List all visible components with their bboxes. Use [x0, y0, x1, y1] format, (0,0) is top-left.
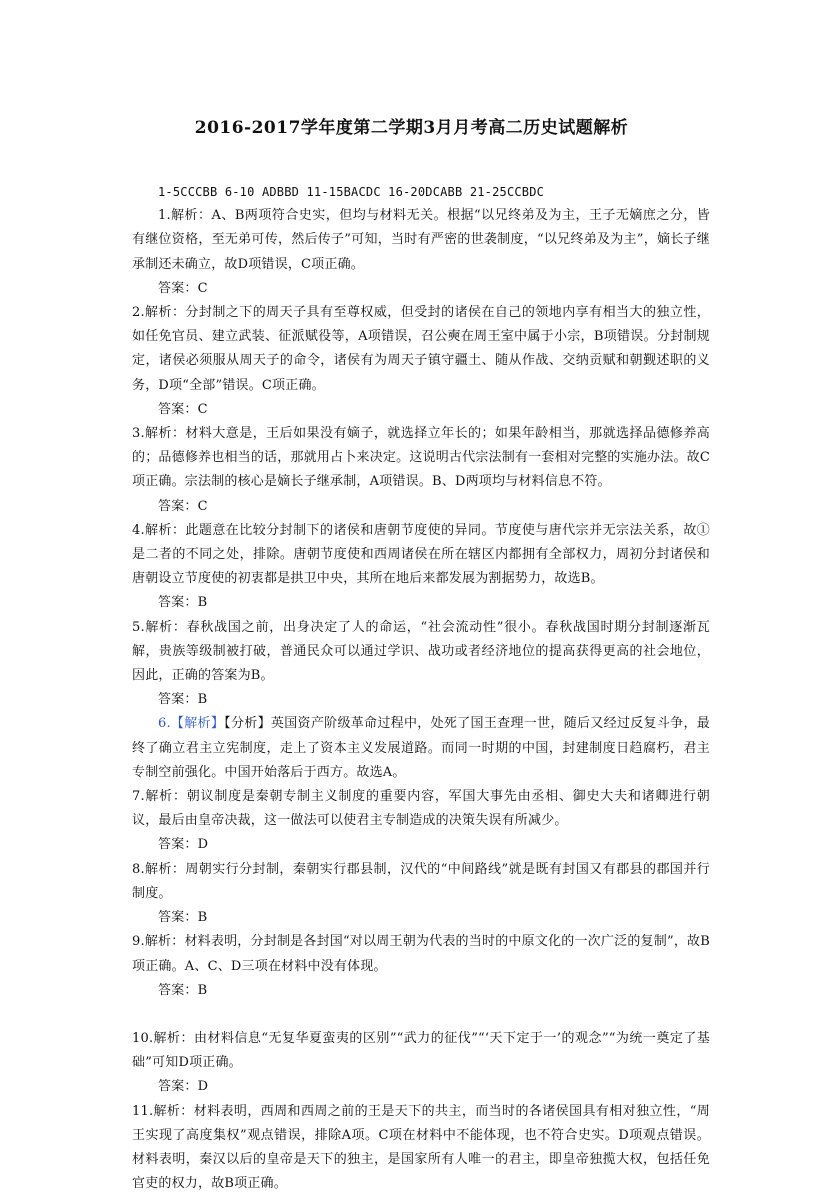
explanation-3: 3.解析：材料大意是，王后如果没有嫡子，就选择立年长的；如果年龄相当，那就选择品德修养高的；品德修养也相当的话，那就用占卜来决定。这说明古代宗法制有一套相对完整的实施办法。故C项正确。宗法制的核心是嫡长子继承制，A项错误。B、D两项均与材料信息不符。	[132, 426, 710, 490]
answer-9: 答案：B	[158, 982, 208, 998]
explanation-6-number: 6.【解析】	[158, 716, 225, 732]
page-title: 2016-2017学年度第二学期3月月考高二历史试题解析	[194, 118, 629, 138]
explanation-2: 2.解析：分封制之下的周天子具有至尊权威，但受封的诸侯在自己的领地内享有相当大的独立性，如任免官员、建立武装、征派赋役等，A项错误，召公奭在周王室中属于小宗，B项错误。分封制规定，诸侯必须服从周天子的命令，诸侯有为周天子镇守疆土、随从作战、交纳贡赋和朝觐述职的义务，D项“全部”错误。C项正确。	[132, 305, 710, 393]
explanation-9: 9.解析：材料表明，分封制是各封国“对以周王朝为代表的当时的中原文化的一次广泛的复制”，故B项正确。A、C、D三项在材料中没有体现。	[132, 934, 710, 974]
answer-7: 答案：D	[158, 837, 209, 853]
answer-key-line: 1-5CCCBB 6-10 ADBBD 11-15BACDC 16-20DCABB 21-25CCBDC	[158, 185, 545, 199]
answer-4: 答案：B	[158, 595, 208, 611]
explanation-4: 4.解析：此题意在比较分封制下的诸侯和唐朝节度使的异同。节度使与唐代宗并无宗法关系，故①是二者的不同之处，排除。唐朝节度使和西周诸侯在所在辖区内都拥有全部权力，周初分封诸侯和唐朝设立节度使的初衷都是拱卫中央，其所在地后来都发展为割据势力，故选B。	[132, 522, 710, 587]
answer-10: 答案：D	[158, 1079, 209, 1095]
explanation-6	[132, 712, 710, 785]
explanation-5: 5.解析：春秋战国之前，出身决定了人的命运，“社会流动性”很小。春秋战国时期分封制逐渐瓦解，贵族等级制被打破，普通民众可以通过学识、战功或者经济地位的提高获得更高的社会地位，因此，正确的答案为B。	[132, 619, 710, 684]
answer-1: 答案：C	[158, 280, 208, 296]
explanation-10: 10.解析：由材料信息“无复华夏蛮夷的区别”“武力的征伐”“‘天下定于一’的观念”“为统一奠定了基础”可知D项正确。	[132, 1030, 710, 1071]
answer-8: 答案：B	[158, 910, 208, 926]
answer-content	[132, 180, 710, 1196]
explanation-6-text: 【分析】英国资产阶级革命过程中，处死了国王查理一世，随后又经过反复斗争，最终了确立君主立宪制度，走上了资本主义发展道路。而同一时期的中国，封建制度日趋腐朽，君主专制空前强化。中国开始落后于西方。故选A。	[132, 716, 710, 780]
paragraph-gap	[132, 1003, 710, 1027]
explanation-7: 7.解析：朝议制度是秦朝专制主义制度的重要内容，军国大事先由丞相、御史大夫和诸卿进行朝议，最后由皇帝决裁，这一做法可以使君主专制造成的决策失误有所减少。	[132, 789, 710, 829]
answer-2: 答案：C	[158, 401, 208, 417]
explanation-11: 11.解析：材料表明，西周和西周之前的王是天下的共主，而当时的各诸侯国具有相对独立性，“周王实现了高度集权”观点错误，排除A项。C项在材料中不能体现，也不符合史实。D项观点错误。材料表明，秦汉以后的皇帝是天下的独主，是国家所有人唯一的君主，即皇帝独揽大权，包括任免官吏的权力，故B项正确。	[132, 1103, 710, 1192]
explanation-1: 1.解析：A、B两项符合史实，但均与材料无关。根据“以兄终弟及为主，王子无嫡庶之分，皆有继位资格，至无弟可传，然后传子”可知，当时有严密的世袭制度，“以兄终弟及为主”，嫡长子继承制还未确立，故D项错误，C项正确。	[132, 208, 710, 272]
answer-5: 答案：B	[158, 692, 208, 708]
answer-3: 答案：C	[158, 498, 208, 514]
explanation-8: 8.解析：周朝实行分封制，秦朝实行郡县制，汉代的“中间路线”就是既有封国又有郡县的郡国并行制度。	[132, 861, 710, 901]
